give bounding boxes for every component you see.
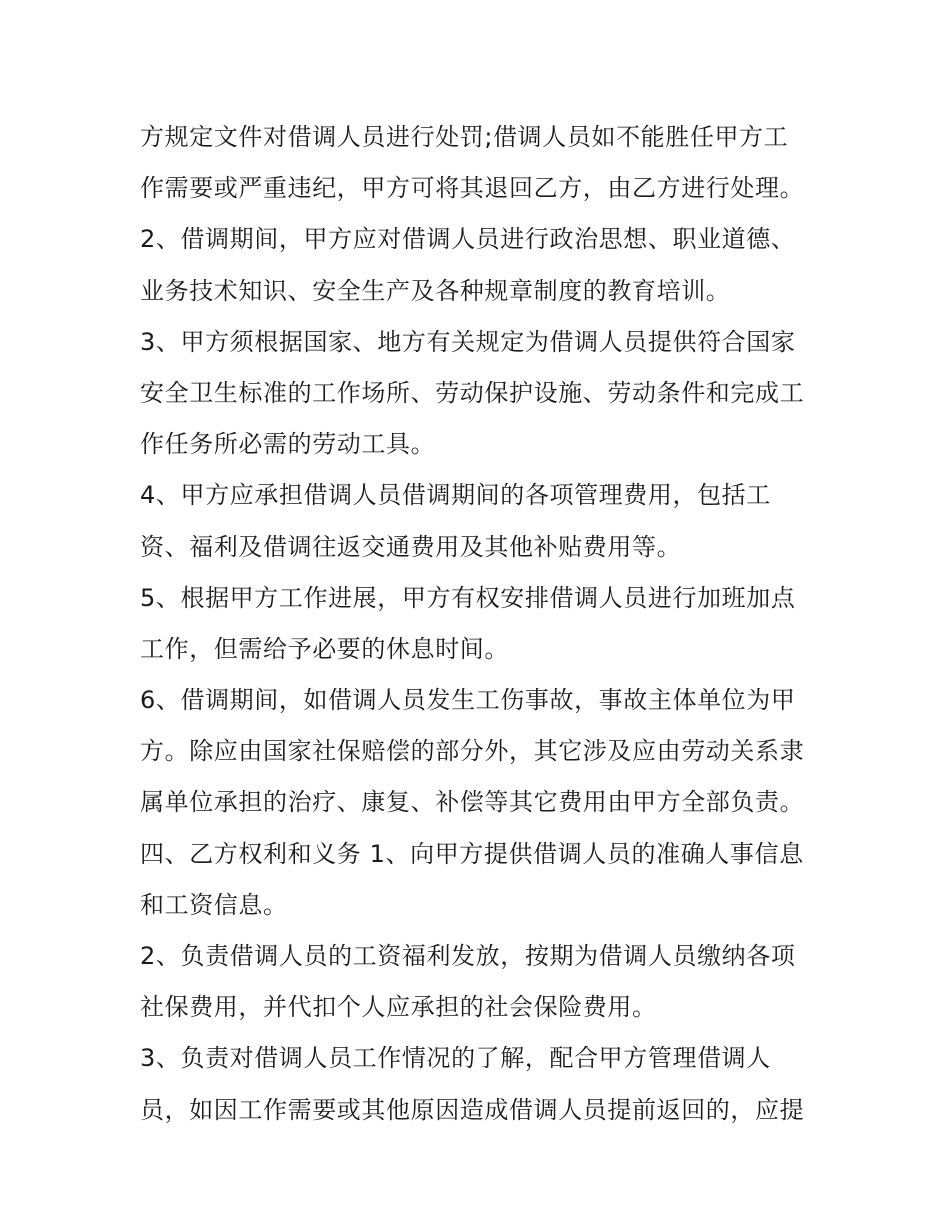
text-line: 4、甲方应承担借调人员借调期间的各项管理费用，包括工 (140, 481, 771, 510)
text-line: 3、甲方须根据国家、地方有关规定为借调人员提供符合国家 (140, 327, 796, 356)
text-line: 作任务所必需的劳动工具。 (140, 430, 436, 459)
text-line: 5、根据甲方工作进展，甲方有权安排借调人员进行加班加点 (140, 583, 796, 612)
text-line: 2、借调期间，甲方应对借调人员进行政治思想、职业道德、 (140, 225, 796, 254)
text-line: 资、福利及借调往返交通费用及其他补贴费用等。 (140, 532, 682, 561)
text-line: 3、负责对借调人员工作情况的了解，配合甲方管理借调人 (140, 1044, 771, 1073)
text-line: 方。除应由国家社保赔偿的部分外，其它涉及应由劳动关系隶 (140, 737, 805, 766)
text-line: 社保费用，并代扣个人应承担的社会保险费用。 (140, 993, 657, 1022)
text-line: 2、负责借调人员的工资福利发放，按期为借调人员缴纳各项 (140, 942, 796, 970)
text-line: 6、借调期间，如借调人员发生工伤事故，事故主体单位为甲 (140, 686, 796, 715)
text-line: 业务技术知识、安全生产及各种规章制度的教育培训。 (140, 276, 731, 305)
document-body (140, 112, 830, 1136)
text-line: 员，如因工作需要或其他原因造成借调人员提前返回的，应提 (140, 1095, 805, 1124)
text-line: 四、乙方权利和义务 1、向甲方提供借调人员的准确人事信息 (140, 839, 804, 868)
text-line: 和工资信息。 (140, 890, 288, 919)
text-line: 属单位承担的治疗、康复、补偿等其它费用由甲方全部负责。 (140, 788, 805, 817)
text-line: 安全卫生标准的工作场所、劳动保护设施、劳动条件和完成工 (140, 378, 805, 407)
text-line: 作需要或严重违纪，甲方可将其退回乙方，由乙方进行处理。 (140, 174, 805, 203)
text-line: 工作，但需给予必要的休息时间。 (140, 634, 509, 663)
text-line: 方规定文件对借调人员进行处罚;借调人员如不能胜任甲方工 (140, 123, 789, 151)
